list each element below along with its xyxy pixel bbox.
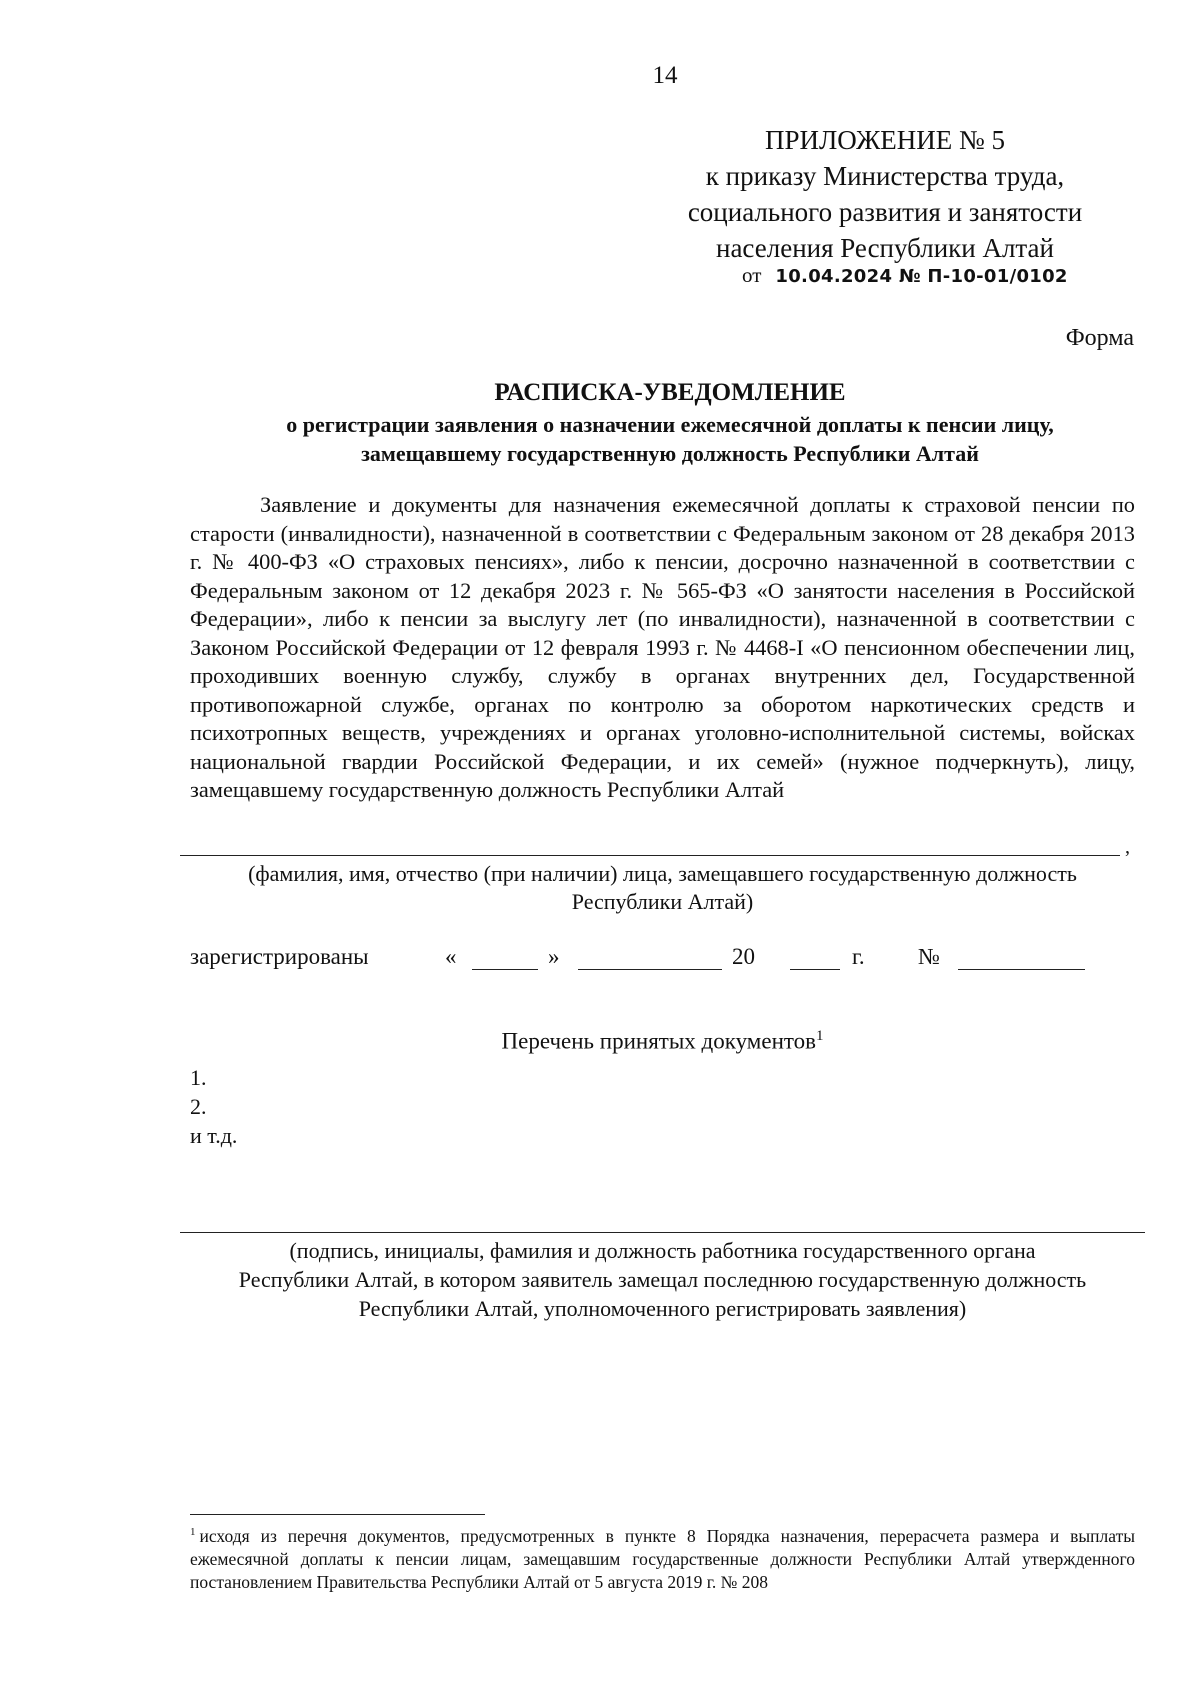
fio-caption (190, 860, 1135, 916)
footnote-ref: 1 (815, 1028, 824, 1044)
title-sub: о регистрации заявления о назначении ежемесячной доплаты к пенсии лицу, (286, 412, 1054, 437)
title-sub: замещавшему государственную должность Республики Алтай (361, 441, 979, 466)
year-suffix: г. (852, 944, 865, 969)
list-item: 2. (190, 1094, 207, 1119)
day-field-line (472, 969, 538, 970)
footnote-text: исходя из перечня документов, предусмотренных в пункте 8 Порядка назначения, перерасчета размера и выплаты ежемесячной доплаты к пенсии лицам, замещавшим государственные должности Республики Алтай утвержденного постановлением Правительства Республики Алтай от 5 августа 2019 г. № 208 (190, 1525, 1135, 1592)
form-label: Форма (1065, 325, 1134, 351)
annex-line: населения Республики Алтай (716, 233, 1054, 263)
list-item: и т.д. (190, 1123, 238, 1148)
signature-caption-line: Республики Алтай, в котором заявитель замещал последнюю государственную должность (238, 1267, 1087, 1292)
fio-caption-line: Республики Алтай) (571, 889, 754, 914)
annex-header (640, 122, 1130, 266)
footnote-mark: 1 (190, 1526, 196, 1538)
annex-line: социального развития и занятости (687, 197, 1083, 227)
annex-line: к приказу Министерства труда, (705, 161, 1065, 191)
title-main: РАСПИСКА-УВЕДОМЛЕНИЕ (494, 379, 846, 406)
signature-field-line (180, 1232, 1145, 1233)
signature-caption-line: (подпись, инициалы, фамилия и должность работника государственного органа (289, 1238, 1036, 1263)
number-sign: № (918, 944, 940, 969)
number-field-line (958, 969, 1085, 970)
annex-title: ПРИЛОЖЕНИЕ № 5 (764, 125, 1006, 155)
signature-caption-line: Республики Алтай, уполномоченного регистрировать заявления) (358, 1296, 967, 1321)
quote-close: » (548, 944, 560, 969)
body-paragraph: Заявление и документы для назначения ежемесячной доплаты к страховой пенсии по старости (инвалидности), назначенной в соответствии с Федеральным законом от 28 декабря 2013 г. № 400-ФЗ «О страховых пенсиях», либо к пенсии, досрочно назначенной в соответствии с Федеральным законом от 12 декабря 2023 г. № 565-ФЗ «О занятости населения в Российской Федерации», либо к пенсии за выслугу лет (по инвалидности), назначенной в соответствии с Законом Российской Федерации от 12 февраля 1993 г. № 4468-I «О пенсионном обеспечении лиц, проходивших военную службу, службу в органах внутренних дел, Государственной противопожарной службе, органах по контролю за оборотом наркотических средств и психотропных веществ, учреждениях и органах уголовно-исполнительной системы, войсках национальной гвардии Российской Федерации, и их семей» (нужное подчеркнуть), лицу, замещавшему государственную должность Республики Алтай (190, 492, 1135, 802)
page-number: 14 (652, 62, 678, 89)
fio-comma: , (1125, 836, 1130, 858)
quote-open: « (445, 944, 457, 969)
documents-list-title-text: Перечень принятых документов (501, 1028, 816, 1054)
documents-list-title (190, 1028, 1135, 1055)
list-item: 1. (190, 1065, 207, 1090)
documents-list (190, 1063, 237, 1150)
fio-caption-line: (фамилия, имя, отчество (при наличии) лица, замещавшего государственную должность (248, 861, 1077, 886)
year-field-line (790, 969, 840, 970)
fio-field-line (180, 855, 1120, 856)
annex-date (742, 263, 1068, 288)
year-prefix: 20 (732, 944, 755, 969)
footnote (190, 1521, 1135, 1594)
footnote-separator (190, 1514, 485, 1515)
signature-caption (180, 1236, 1145, 1323)
annex-date-prefix: от (742, 263, 762, 287)
document-title (190, 376, 1150, 468)
annex-date-number: 10.04.2024 № П-10-01/0102 (775, 266, 1068, 287)
month-field-line (578, 969, 722, 970)
registration-label: зарегистрированы (190, 944, 369, 969)
